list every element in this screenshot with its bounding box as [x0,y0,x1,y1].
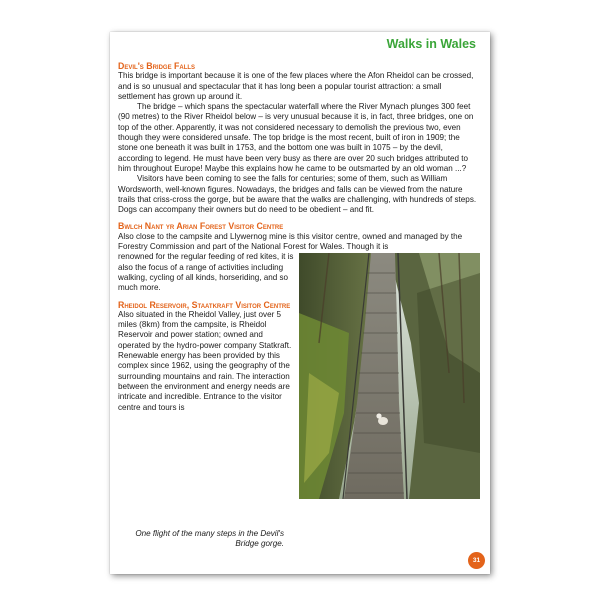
paragraph: Visitors have been coming to see the falls for centuries; some of them, such as William Wordsworth, well-known figures. Nowadays, the bridges and falls can be viewed from the nature trails that criss-cross the gorge, but be aware that the walks are challenging, with hundreds of steps. Dogs can accompany their owners but do need to be obedient – and fit. [118,174,477,215]
paragraph: The bridge – which spans the spectacular waterfall where the River Mynach plunges 300 feet (90 metres) to the River Rheidol below – is very unusual because it is, in fact, three bridges, one on top of the other. Apparently, it was not considered necessary to demolish the previous two, even though they were considered unsafe. The top bridge is the most recent, built of iron in 1909; the stone one beneath it was built in 1753, and the bottom one was built in 1075 – by the devil, according to legend. He must have been very busy as there are over 20 such bridges attributed to him throughout Europe! Maybe this explains how he came to be outsmarted by an old woman ...? [118,102,474,173]
section-title-devils-bridge: Devil's Bridge Falls [118,61,196,71]
paragraph: This bridge is important because it is one of the few places where the Afon Rheidol can be crossed, and is so unusual and spectacular that it has long been a popular tourist attraction: a small settlement has grown up around it. [118,71,474,101]
document-page [110,32,490,574]
page-header-title: Walks in Wales [386,37,476,51]
paragraph: Also situated in the Rheidol Valley, just over 5 miles (8km) from the campsite, is Rheidol Reservoir and power station; owned and operated by the hydro-power company Statkraft. Renewable energy has been provided by this complex since 1962, using the geography of the surrounding mountains and rain. The interaction between the environment and energy needs are intricate and incredible. Entrance to the visitor centre and tours is [118,309,292,412]
section-title-bwlch: Bwlch Nant yr Arian Forest Visitor Centre [118,221,284,232]
paragraph: Also close to the campsite and Llywernog mine is this visitor centre, owned and managed by the Forestry Commission and part of the National Forest for Wales. Though it is [118,231,463,252]
paragraph: renowned for the regular feeding of red kites, it is also the focus of a range of activities including walking, cycling of all kinds, horseriding, and so much more. [118,252,294,293]
steps-photo [299,253,480,499]
page-number-badge: 31 [468,552,485,569]
photo-caption: One flight of the many steps in the Devil's Bridge gorge. [135,529,284,549]
section-title-rheidol: Rheidol Reservoir, Staatkraft Visitor Centre [118,299,291,310]
page-content [118,61,480,499]
